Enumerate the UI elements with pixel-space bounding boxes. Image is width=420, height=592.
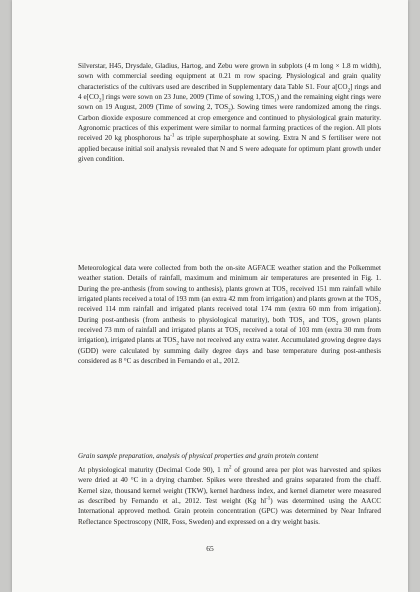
- text-run: of ground area per plot was harvested and spikes were dried at 40 °C in a drying chamber. Spikes were threshed and grains separated from the chaff. Kernel size, thousand kernel weight (TKW), kernel hardness index, and kernel diameter were measured as described by Fernando et al., 2012. Test weight (Kg hl: [78, 466, 381, 506]
- superscript: 2: [229, 465, 232, 471]
- text-run: as triple superphosphate at sowing. Extra N and S fertiliser were not applied because initial soil analysis revealed that N and S were adequate for optimum plant growth under given condition.: [78, 134, 382, 164]
- subscript: 2: [335, 321, 339, 327]
- text-run: Meteorological data were collected from both the on-site AGFACE weather station and the Polkemmet weather station. Details of rainfall, maximum and minimum air temperatures are presented in Fig. 1. During the pre-anthesis (from sowing to anthesis), plants grown at TOS: [78, 264, 381, 293]
- text-run: received a total of 103 mm (extra 30 mm from irrigation), irrigated plants at TOS: [78, 326, 381, 345]
- body-paragraph: [78, 465, 381, 527]
- text-run: ) was determined using the AACC International approved method. Grain protein concentration (GPC) was determined by Near Infrared Reflectance Spectroscopy (NIR, Foss, Sweden) and expressed on a dry weight basis.: [78, 497, 381, 526]
- text-run: ] rings and 4 e[CO: [78, 82, 381, 102]
- page-number: 65: [206, 544, 214, 553]
- subscript: 2: [347, 88, 351, 94]
- text-run: ] rings were sown on 23 June, 2009 (Time of sowing 1,TOS: [101, 93, 275, 102]
- section-heading: Grain sample preparation, analysis of physical properties and grain protein content: [78, 452, 319, 460]
- text-run: ) and the remaining eight rings were sown on 19 August, 2009 (Time of sowing 2, TOS: [78, 93, 381, 112]
- subscript: 1: [285, 290, 289, 296]
- text-run: Silverstar, H45, Drysdale, Gladius, Hartog, and Zebu were grown in subplots (4 m long × 1.8 m width), sown with commercial seeding equipment at 0.21 m row spacing. Physiological and grain quality characteristics of the cultivars used are described in Supplementary data Table S1. Four a[CO: [78, 62, 381, 91]
- subscript: 1: [302, 321, 305, 327]
- subscript: 2: [176, 341, 179, 347]
- body-paragraph: [78, 263, 381, 366]
- superscript: -1: [170, 134, 175, 140]
- subscript: 2: [98, 98, 102, 104]
- superscript: -1: [266, 496, 271, 502]
- subscript: 2: [228, 108, 231, 114]
- subscript: 2: [378, 300, 381, 306]
- text-run: received 151 mm rainfall while irrigated plants received a total of 193 mm (an extra 42 mm from irrigation) and plants grown at the TOS: [78, 284, 381, 304]
- text-run: and TOS: [304, 315, 336, 324]
- text-run: received 114 mm rainfall and irrigated plants received total 174 mm (extra 60 mm from irrigation). During post-anthesis (from anthesis to physiological maturity), both TOS: [78, 305, 381, 324]
- body-paragraph: [78, 61, 381, 164]
- text-run: grown plants received 73 mm of rainfall and irrigated plants at TOS: [78, 315, 382, 335]
- document-page: [12, 0, 408, 592]
- text-run: have not received any extra water. Accumulated growing degree days (GDD) were calculated by summing daily degree days and base temperature during post-anthesis considered as 8 °C as described in Fernando et al., 2012.: [78, 336, 381, 366]
- text-run: At physiological maturity (Decimal Code 90), 1 m: [78, 466, 229, 474]
- subscript: 1: [274, 98, 277, 104]
- text-run: ). Sowing times were randomized among the rings. Carbon dioxide exposure commenced at crop emergence and continued to physiological grain maturity. Agronomic practices of this experiment were similar to normal farming practices of the region. All plots received 20 kg phosphorous ha: [78, 103, 381, 143]
- subscript: 1: [238, 331, 241, 337]
